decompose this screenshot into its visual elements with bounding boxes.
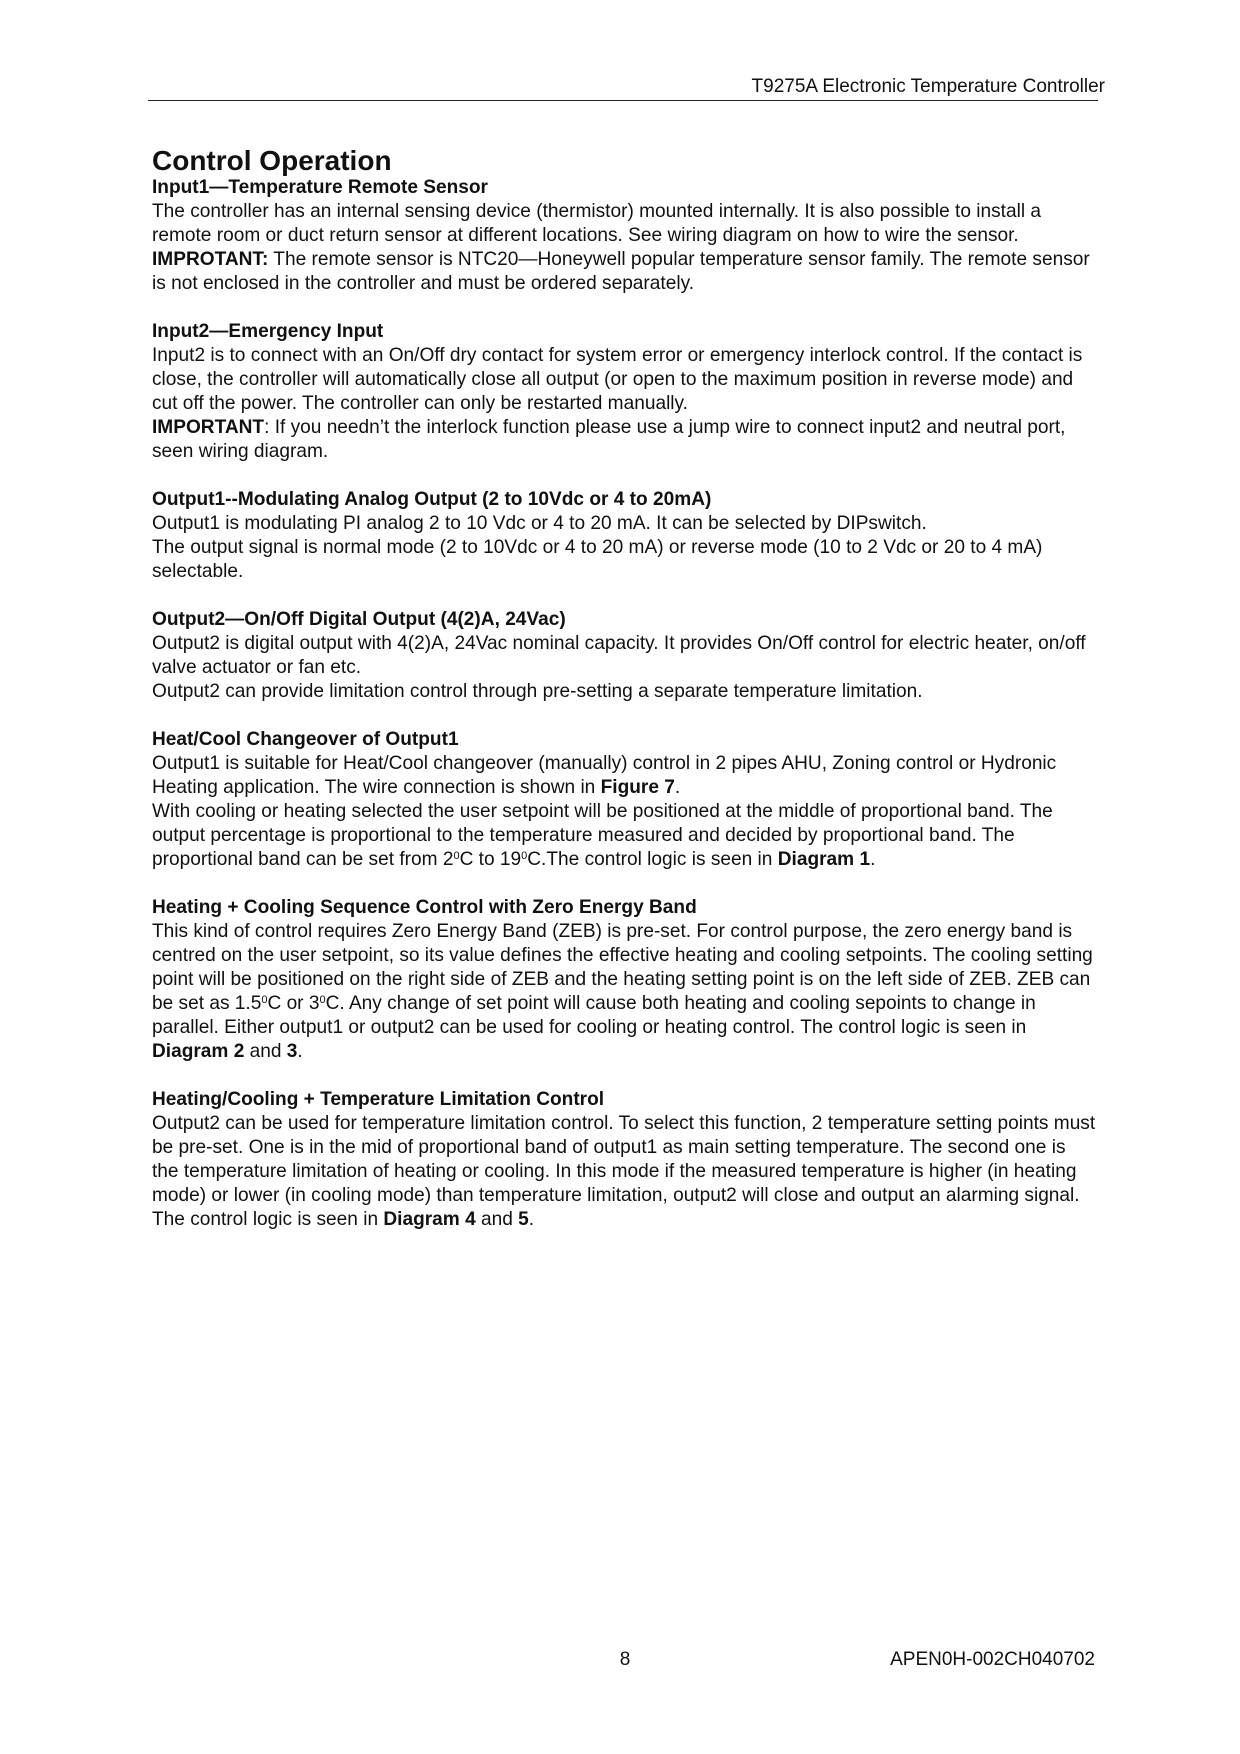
running-header: T9275A Electronic Temperature Controller (751, 76, 1105, 97)
section-temperature-limitation (152, 1088, 1097, 1232)
text-run: C to 19 (459, 849, 522, 870)
text-run: C.The control logic is seen in (527, 849, 778, 870)
text-run: Output1 is suitable for Heat/Cool changeover (manually) control in 2 pipes AHU, Zoning control or Hydronic Heating application. The wire connection is shown in (152, 753, 1057, 798)
section-heading: Output2—On/Off Digital Output (4(2)A, 24Vac) (152, 609, 566, 630)
diagram-reference: 3 (286, 1041, 298, 1062)
paragraph: Output1 is modulating PI analog 2 to 10 Vdc or 4 to 20 mA. It can be selected by DIPswitch. (152, 513, 927, 534)
diagram-reference: Diagram 2 (152, 1041, 245, 1062)
note-label: IMPROTANT: (152, 249, 269, 270)
section-zero-energy-band (152, 896, 1097, 1064)
section-input1 (152, 176, 1097, 296)
page-number: 8 (619, 1649, 631, 1670)
note-label: IMPORTANT (152, 417, 265, 438)
paragraph: The controller has an internal sensing device (thermistor) mounted internally. It is also possible to install a remote room or duct return sensor at different locations. See wiring diagram on how to wire the sensor. (152, 201, 1041, 246)
section-heading: Input2—Emergency Input (152, 321, 384, 342)
degree-superscript: 0 (521, 850, 528, 862)
section-heat-cool-changeover (152, 728, 1097, 872)
paragraph (152, 800, 1097, 872)
section-heading: Heat/Cool Changeover of Output1 (152, 729, 459, 750)
text-run: This kind of control requires Zero Energy Band (ZEB) is pre-set. For control purpose, the zero energy band is centred on the user setpoint, so its value defines the effective heating and cooling setpoints. The cooling setting point will be positioned on the right side of ZEB and the heating setting point is on the left side of ZEB. ZEB can be set as 1.5 (152, 921, 1093, 1014)
paragraph: Output2 is digital output with 4(2)A, 24Vac nominal capacity. It provides On/Off control for electric heater, on/off valve actuator or fan etc. (152, 633, 1086, 678)
important-note (152, 416, 1097, 464)
section-output1 (152, 488, 1097, 584)
document-code: APEN0H-002CH040702 (890, 1649, 1095, 1670)
text-run: . (528, 1209, 535, 1230)
section-heading: Heating + Cooling Sequence Control with Zero Energy Band (152, 897, 697, 918)
diagram-reference: Diagram 4 (383, 1209, 476, 1230)
text-run: C. Any change of set point will cause both heating and cooling sepoints to change in parallel. Either output1 or output2 can be used for cooling or heating control. The control logic is seen in (152, 993, 1036, 1038)
paragraph: Output2 can provide limitation control through pre-setting a separate temperature limitation. (152, 681, 923, 702)
degree-superscript: 0 (319, 994, 326, 1006)
section-heading: Input1—Temperature Remote Sensor (152, 177, 488, 198)
text-run: and (475, 1209, 519, 1230)
section-input2 (152, 320, 1097, 464)
paragraph (152, 752, 1097, 800)
page-content (152, 144, 1097, 1256)
text-run: With cooling or heating selected the user setpoint will be positioned at the middle of proportional band. The output percentage is proportional to the temperature measured and decided by proportional band. The proportional band can be set from 2 (152, 801, 1053, 870)
header-rule (148, 100, 1098, 101)
text-run: and (244, 1041, 287, 1062)
section-heading: Heating/Cooling + Temperature Limitation Control (152, 1089, 605, 1110)
section-heading: Output1--Modulating Analog Output (2 to 10Vdc or 4 to 20mA) (152, 489, 712, 510)
text-run: . (297, 1041, 303, 1062)
note-text: The remote sensor is NTC20—Honeywell popular temperature sensor family. The remote sensor is not enclosed in the controller and must be ordered separately. (152, 249, 1090, 294)
figure-reference: Figure 7 (600, 777, 675, 798)
degree-superscript: 0 (453, 850, 460, 862)
paragraph (152, 920, 1097, 1064)
section-output2 (152, 608, 1097, 704)
diagram-reference: Diagram 1 (777, 849, 871, 870)
text-run: C or 3 (267, 993, 320, 1014)
paragraph: Input2 is to connect with an On/Off dry contact for system error or emergency interlock control. If the contact is close, the controller will automatically close all output (or open to the maximum position in reverse mode) and cut off the power. The controller can only be restarted manually. (152, 345, 1083, 414)
diagram-reference: 5 (518, 1209, 529, 1230)
important-note (152, 248, 1097, 296)
text-run: Output2 can be used for temperature limitation control. To select this function, 2 temperature setting points must be pre-set. One is in the mid of proportional band of output1 as main setting temperature. The second one is the temperature limitation of heating or cooling. In this mode if the measured temperature is higher (in heating mode) or lower (in cooling mode) than temperature limitation, output2 will close and output an alarming signal. The control logic is seen in (152, 1113, 1096, 1230)
text-run: . (674, 777, 681, 798)
paragraph (152, 1112, 1097, 1232)
page-title: Control Operation (152, 145, 392, 176)
paragraph: The output signal is normal mode (2 to 10Vdc or 4 to 20 mA) or reverse mode (10 to 2 Vdc or 20 to 4 mA) selectable. (152, 537, 1043, 582)
note-text: : If you needn’t the interlock function please use a jump wire to connect input2 and neutral port, seen wiring diagram. (152, 417, 1066, 462)
degree-superscript: 0 (261, 994, 268, 1006)
text-run: . (870, 849, 876, 870)
